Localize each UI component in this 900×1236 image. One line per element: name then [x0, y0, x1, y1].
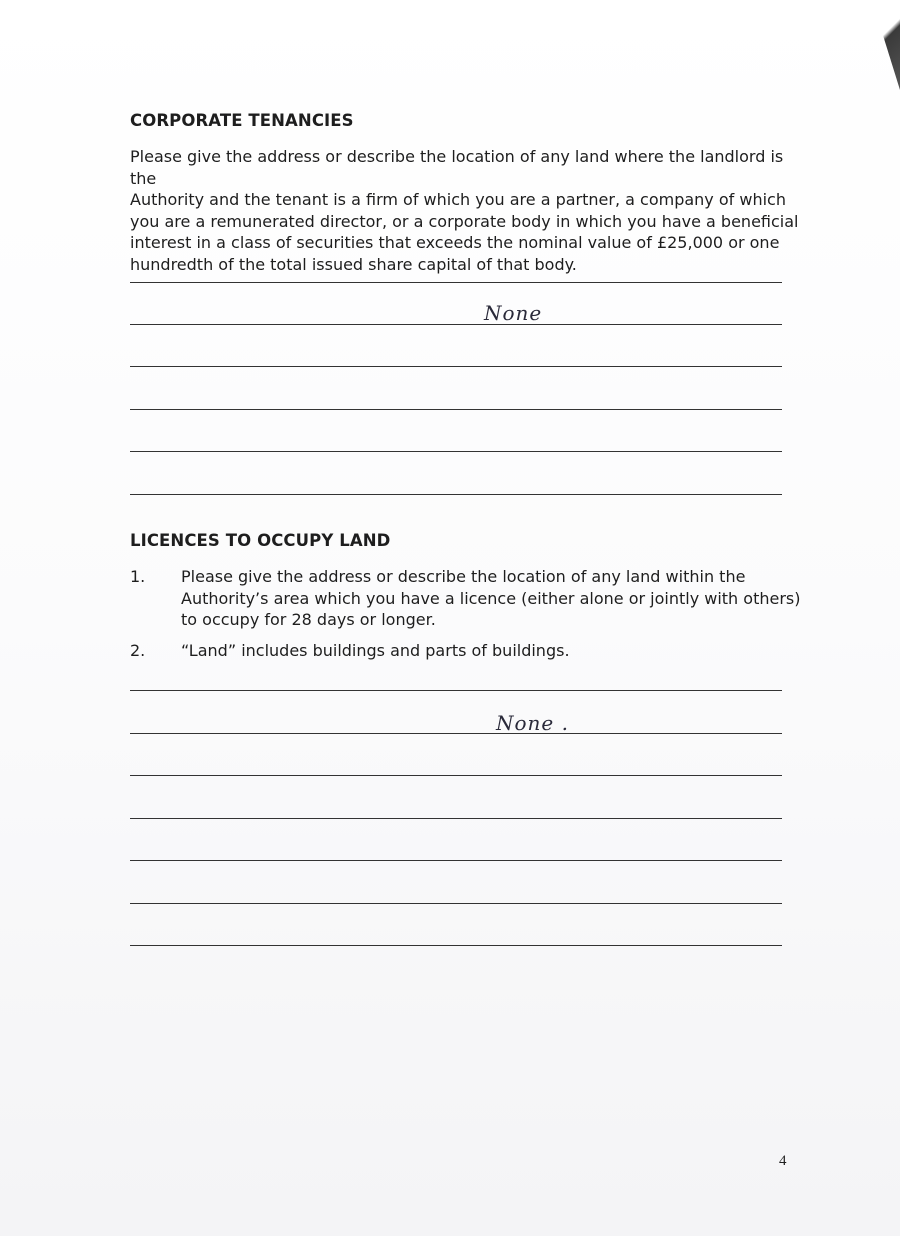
handwritten-answer: None .	[496, 711, 569, 735]
instruction-line: Please give the address or describe the location of any land within the	[181, 567, 746, 586]
instruction-line: Authority and the tenant is a firm of which you are a partner, a company of which	[130, 190, 786, 209]
list-item-number: 2.	[130, 641, 146, 660]
answer-line	[130, 282, 782, 283]
answer-line	[130, 690, 782, 691]
answer-line	[130, 324, 782, 325]
instruction-line: “Land” includes buildings and parts of buildings.	[181, 641, 570, 660]
answer-line	[130, 945, 782, 946]
instruction-line: Please give the address or describe the location of any land where the landlord is the	[130, 147, 784, 188]
answer-line	[130, 903, 782, 904]
answer-line	[130, 818, 782, 819]
answer-line	[130, 494, 782, 495]
handwritten-answer: None	[484, 301, 543, 325]
answer-line	[130, 775, 782, 776]
list-item-number: 1.	[130, 567, 146, 586]
answer-line	[130, 366, 782, 367]
instruction-line: to occupy for 28 days or longer.	[181, 610, 436, 629]
instruction-line: you are a remunerated director, or a corporate body in which you have a beneficial	[130, 211, 799, 231]
list-item-text	[181, 566, 801, 631]
answer-line	[130, 451, 782, 452]
list-item-text	[181, 640, 801, 662]
licences-heading: LICENCES TO OCCUPY LAND	[130, 531, 391, 550]
answer-line	[130, 733, 782, 734]
page-corner-shadow	[860, 0, 900, 90]
page-number: 4	[779, 1153, 787, 1169]
instruction-line: Authority’s area which you have a licence (either alone or jointly with others)	[181, 588, 801, 608]
instruction-line: interest in a class of securities that exceeds the nominal value of £25,000 or one	[130, 233, 780, 252]
answer-line	[130, 409, 782, 410]
answer-line	[130, 860, 782, 861]
instruction-line: hundredth of the total issued share capital of that body.	[130, 254, 577, 274]
corporate-tenancies-instructions	[130, 146, 800, 275]
corporate-tenancies-heading: CORPORATE TENANCIES	[130, 111, 354, 130]
